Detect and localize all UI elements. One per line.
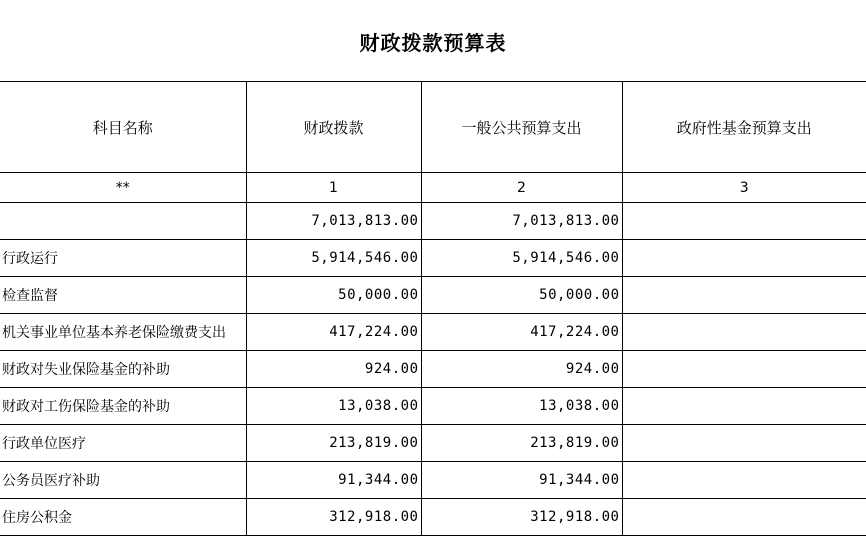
- fund-amount-cell: [622, 203, 866, 240]
- index-cell: 3: [622, 173, 866, 203]
- fund-amount-cell: [622, 462, 866, 499]
- fund-amount-cell: [622, 314, 866, 351]
- general-amount-cell: 50,000.00: [421, 277, 622, 314]
- table-row: [0, 499, 866, 536]
- general-amount-cell: 417,224.00: [421, 314, 622, 351]
- subject-name-cell: 行政运行: [0, 240, 246, 277]
- table-row: [0, 277, 866, 314]
- fiscal-amount-cell: 417,224.00: [246, 314, 421, 351]
- page-title: 财政拨款预算表: [359, 31, 507, 55]
- header-fiscal-appropriation: 财政拨款: [246, 82, 421, 173]
- fiscal-amount-cell: 312,918.00: [246, 499, 421, 536]
- fund-amount-cell: [622, 240, 866, 277]
- table-header-row: [0, 82, 866, 173]
- header-subject-name: 科目名称: [0, 82, 246, 173]
- general-amount-cell: 91,344.00: [421, 462, 622, 499]
- general-amount-cell: 924.00: [421, 351, 622, 388]
- subject-name-cell: [0, 203, 246, 240]
- subject-name-cell: 财政对工伤保险基金的补助: [0, 388, 246, 425]
- fiscal-amount-cell: 924.00: [246, 351, 421, 388]
- fiscal-amount-cell: 50,000.00: [246, 277, 421, 314]
- subject-name-cell: 行政单位医疗: [0, 425, 246, 462]
- header-fund-budget: 政府性基金预算支出: [622, 82, 866, 173]
- table-row: [0, 203, 866, 240]
- table-row: [0, 314, 866, 351]
- subject-name-cell: 公务员医疗补助: [0, 462, 246, 499]
- fiscal-amount-cell: 13,038.00: [246, 388, 421, 425]
- general-amount-cell: 7,013,813.00: [421, 203, 622, 240]
- fiscal-amount-cell: 5,914,546.00: [246, 240, 421, 277]
- fund-amount-cell: [622, 388, 866, 425]
- fiscal-amount-cell: 7,013,813.00: [246, 203, 421, 240]
- fund-amount-cell: [622, 351, 866, 388]
- table-row: [0, 240, 866, 277]
- subject-name-cell: 住房公积金: [0, 499, 246, 536]
- table-row: [0, 425, 866, 462]
- subject-name-cell: 机关事业单位基本养老保险缴费支出: [0, 314, 246, 351]
- fund-amount-cell: [622, 499, 866, 536]
- table-row: [0, 351, 866, 388]
- table-row: [0, 388, 866, 425]
- header-general-budget: 一般公共预算支出: [421, 82, 622, 173]
- fund-amount-cell: [622, 425, 866, 462]
- subject-name-cell: 检查监督: [0, 277, 246, 314]
- fiscal-amount-cell: 213,819.00: [246, 425, 421, 462]
- table-index-row: [0, 173, 866, 203]
- index-cell: **: [0, 173, 246, 203]
- general-amount-cell: 5,914,546.00: [421, 240, 622, 277]
- general-amount-cell: 213,819.00: [421, 425, 622, 462]
- general-amount-cell: 13,038.00: [421, 388, 622, 425]
- index-cell: 1: [246, 173, 421, 203]
- index-cell: 2: [421, 173, 622, 203]
- budget-table: [0, 81, 866, 536]
- fund-amount-cell: [622, 277, 866, 314]
- table-row: [0, 462, 866, 499]
- general-amount-cell: 312,918.00: [421, 499, 622, 536]
- subject-name-cell: 财政对失业保险基金的补助: [0, 351, 246, 388]
- fiscal-amount-cell: 91,344.00: [246, 462, 421, 499]
